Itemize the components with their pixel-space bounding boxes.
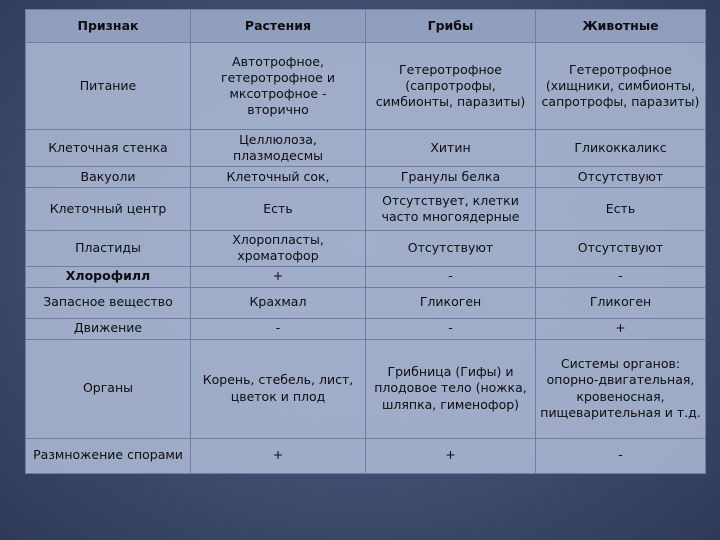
feature-cell: Клеточный центр [26, 188, 191, 231]
fungi-cell: Грибница (Гифы) и плодовое тело (ножка, шляпка, гименофор) [366, 339, 536, 438]
comparison-table [25, 9, 706, 474]
fungi-cell: - [366, 318, 536, 339]
plants-cell: Есть [191, 188, 366, 231]
plants-cell: Крахмал [191, 287, 366, 318]
plants-cell: Автотрофное, гетеротрофное и мксотрофное - вторично [191, 43, 366, 130]
header-feature: Признак [26, 10, 191, 43]
animals-cell: + [536, 318, 706, 339]
table-row [26, 318, 706, 339]
plants-cell: - [191, 318, 366, 339]
plants-cell: Целлюлоза, плазмодесмы [191, 130, 366, 167]
table-row [26, 167, 706, 188]
table-row [26, 231, 706, 267]
feature-cell: Питание [26, 43, 191, 130]
animals-cell: Есть [536, 188, 706, 231]
animals-cell: Гликоген [536, 287, 706, 318]
plants-cell: + [191, 438, 366, 473]
table-row [26, 339, 706, 438]
table-row [26, 43, 706, 130]
feature-cell: Запасное вещество [26, 287, 191, 318]
plants-cell: Корень, стебель, лист, цветок и плод [191, 339, 366, 438]
feature-cell: Размножение спорами [26, 438, 191, 473]
animals-cell: Гетеротрофное (хищники, симбионты, сапротрофы, паразиты) [536, 43, 706, 130]
fungi-cell: Хитин [366, 130, 536, 167]
table-row [26, 188, 706, 231]
table-row [26, 130, 706, 167]
table-row [26, 438, 706, 473]
feature-cell: Вакуоли [26, 167, 191, 188]
fungi-cell: Отсутствует, клетки часто многоядерные [366, 188, 536, 231]
fungi-cell: Гетеротрофное (сапротрофы, симбионты, паразиты) [366, 43, 536, 130]
animals-cell: - [536, 438, 706, 473]
header-animals: Животные [536, 10, 706, 43]
feature-cell: Хлорофилл [26, 266, 191, 287]
plants-cell: Хлоропласты, хроматофор [191, 231, 366, 267]
animals-cell: Системы органов: опорно-двигательная, кровеносная, пищеварительная и т.д. [536, 339, 706, 438]
animals-cell: Отсутствуют [536, 167, 706, 188]
fungi-cell: Отсутствуют [366, 231, 536, 267]
feature-cell: Клеточная стенка [26, 130, 191, 167]
fungi-cell: Гликоген [366, 287, 536, 318]
animals-cell: Гликоккаликс [536, 130, 706, 167]
feature-cell: Движение [26, 318, 191, 339]
plants-cell: + [191, 266, 366, 287]
fungi-cell: - [366, 266, 536, 287]
animals-cell: - [536, 266, 706, 287]
feature-cell: Пластиды [26, 231, 191, 267]
header-fungi: Грибы [366, 10, 536, 43]
table-row [26, 266, 706, 287]
plants-cell: Клеточный сок, [191, 167, 366, 188]
fungi-cell: + [366, 438, 536, 473]
fungi-cell: Гранулы белка [366, 167, 536, 188]
header-plants: Растения [191, 10, 366, 43]
animals-cell: Отсутствуют [536, 231, 706, 267]
table-row [26, 287, 706, 318]
feature-cell: Органы [26, 339, 191, 438]
table-header-row [26, 10, 706, 43]
